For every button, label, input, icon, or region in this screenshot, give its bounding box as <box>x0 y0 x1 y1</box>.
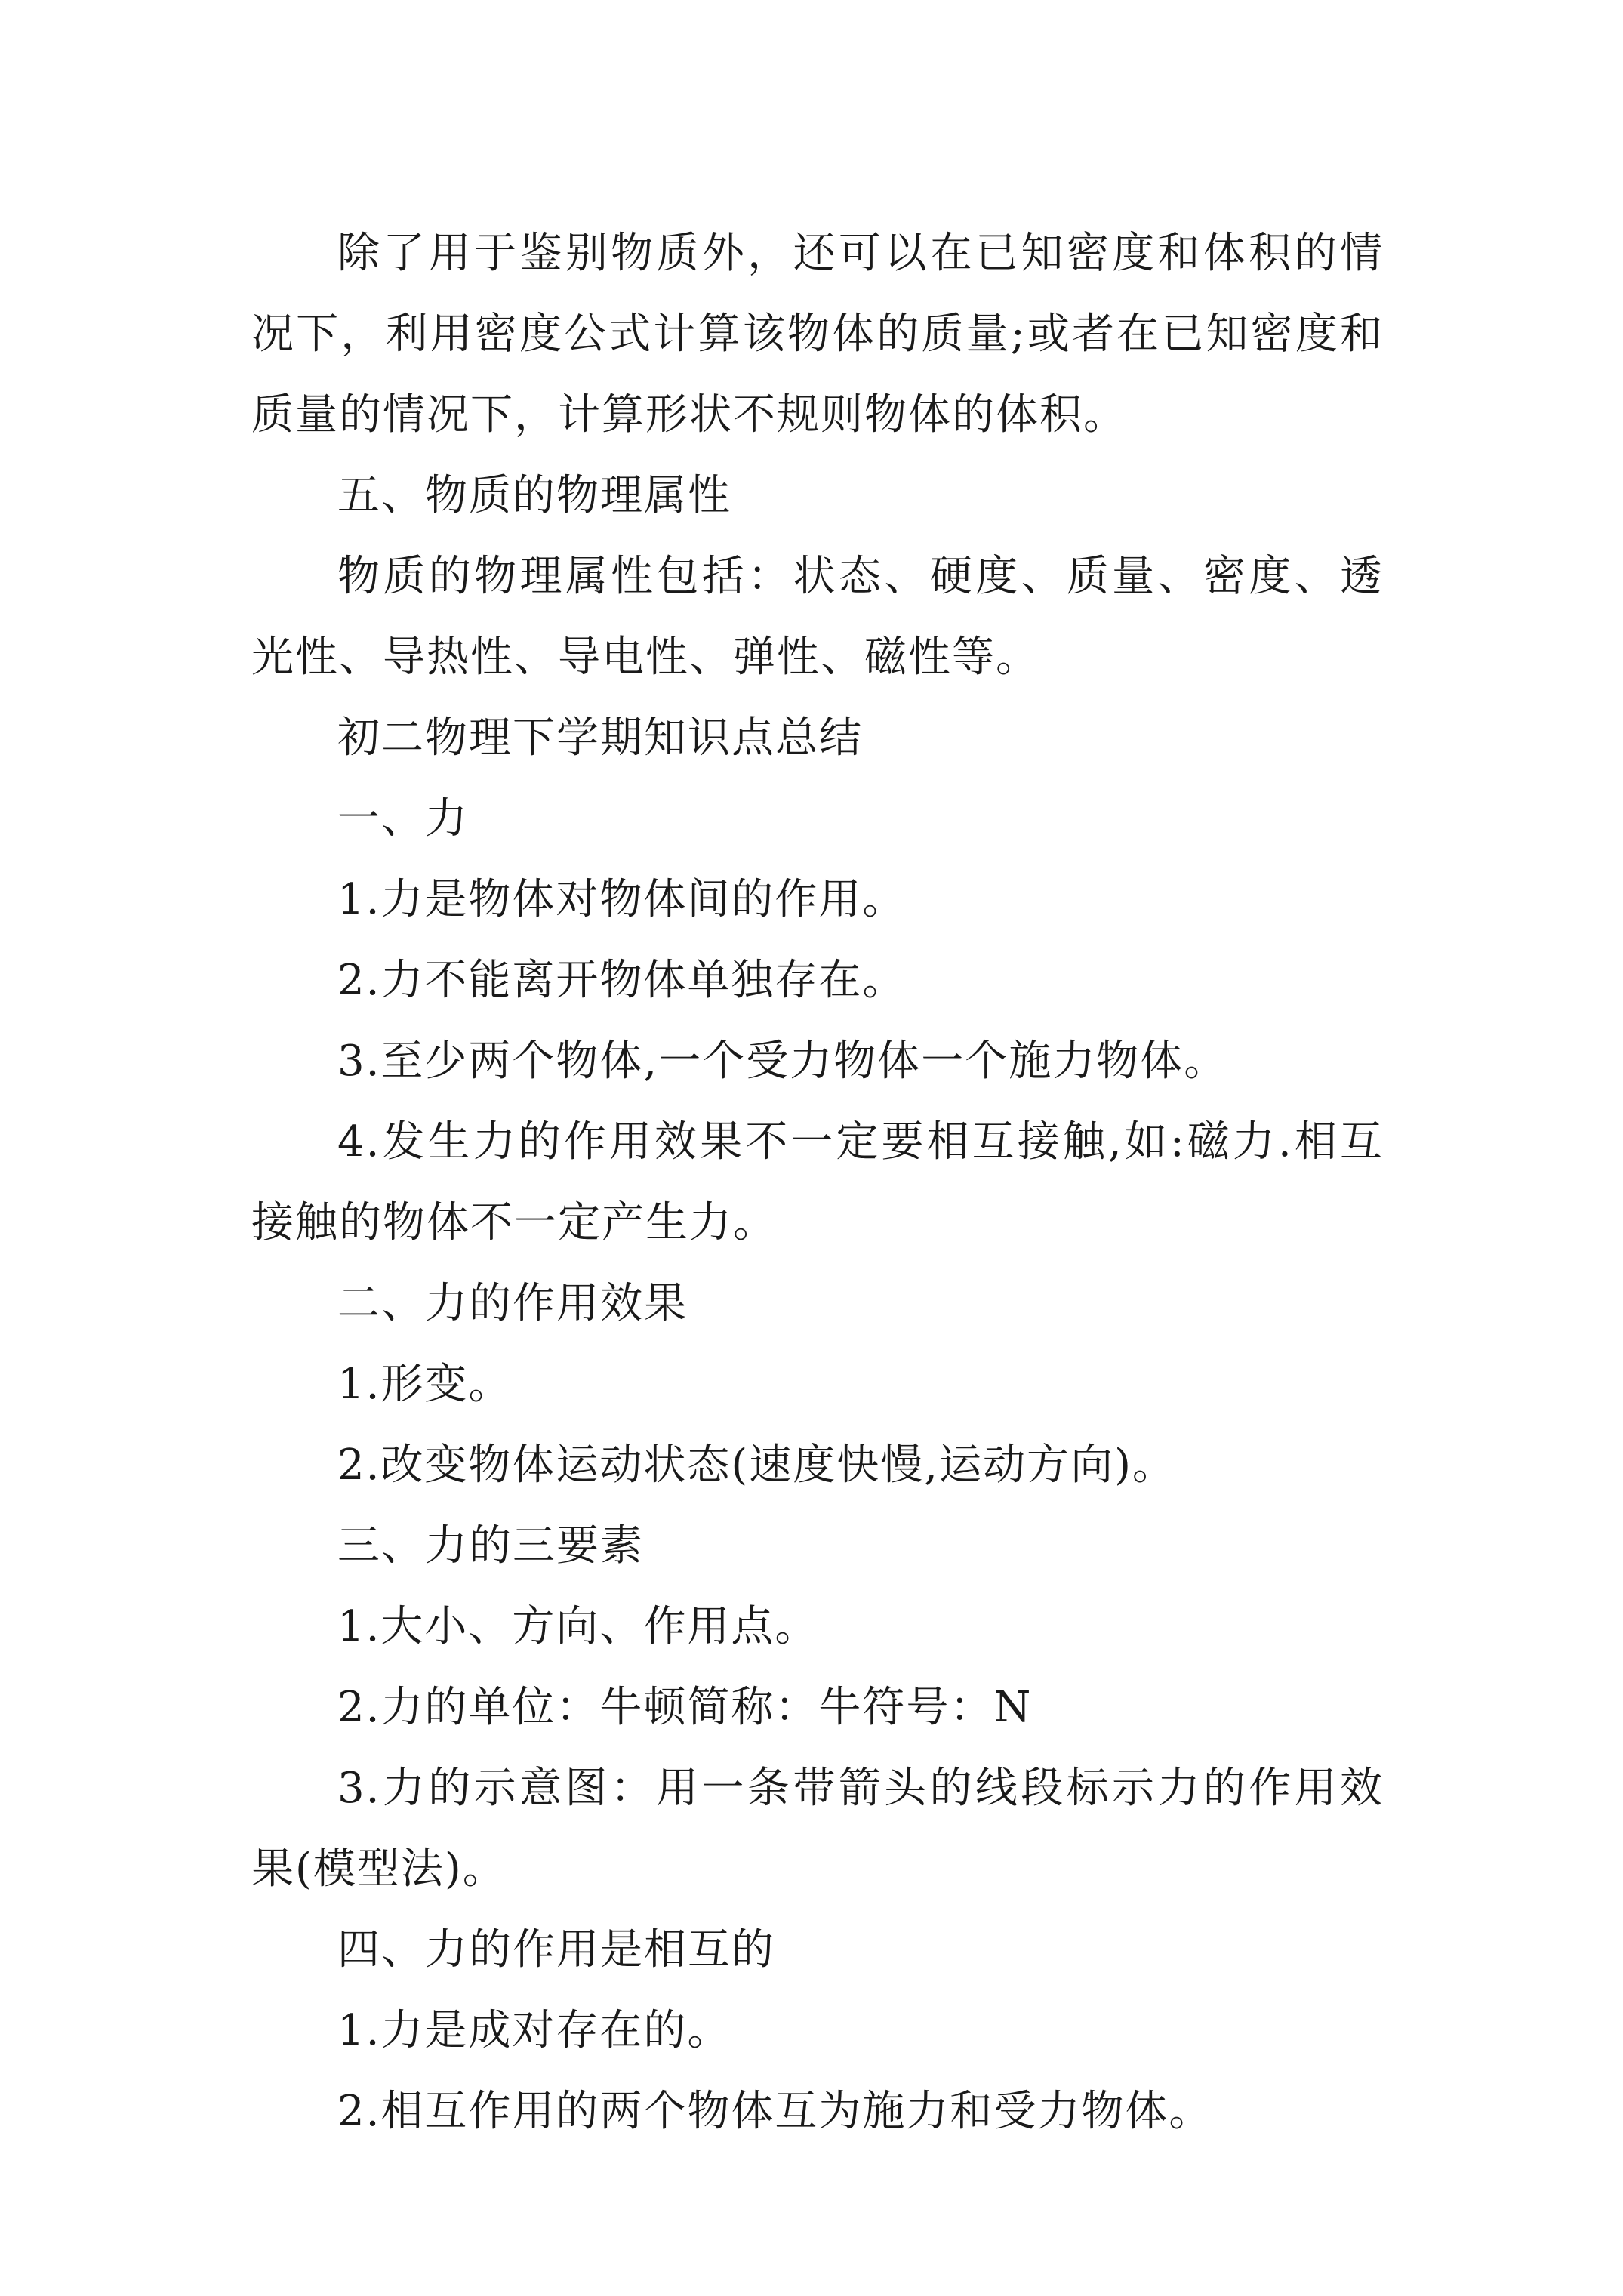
list-item-force-2: 2.力不能离开物体单独存在。 <box>337 956 907 1005</box>
list-item-element-1: 1.大小、方向、作用点。 <box>337 1602 819 1651</box>
document-body <box>251 213 1384 2152</box>
list-item-force-1: 1.力是物体对物体间的作用。 <box>337 875 907 924</box>
heading-three-elements: 三、力的三要素 <box>337 1521 644 1570</box>
heading-section-5: 五、物质的物理属性 <box>337 471 731 520</box>
heading-summary-title: 初二物理下学期知识点总结 <box>337 713 863 763</box>
list-item-force-3: 3.至少两个物体,一个受力物体一个施力物体。 <box>337 1037 1228 1086</box>
list-item-mutual-1: 1.力是成对存在的。 <box>337 2006 731 2055</box>
list-item-effect-2: 2.改变物体运动状态(速度快慢,运动方向)。 <box>337 1441 1176 1490</box>
list-item-mutual-2: 2.相互作用的两个物体互为施力和受力物体。 <box>337 2087 1213 2136</box>
paragraph-density-usage: 除了用于鉴别物质外，还可以在已知密度和体积的情况下，利用密度公式计算该物体的质量;或者在已知密度和质量的情况下，计算形状不规则物体的体积。 <box>251 229 1384 439</box>
paragraph-physical-properties: 物质的物理属性包括：状态、硬度、质量、密度、透光性、导热性、导电性、弹性、磁性等。 <box>251 552 1384 682</box>
heading-force: 一、力 <box>337 794 469 843</box>
list-item-element-3: 3.力的示意图：用一条带箭头的线段标示力的作用效果(模型法)。 <box>251 1764 1384 1894</box>
list-item-force-4: 4.发生力的作用效果不一定要相互接触,如:磁力.相互接触的物体不一定产生力。 <box>251 1117 1384 1247</box>
list-item-effect-1: 1.形变。 <box>337 1360 513 1409</box>
list-item-element-2: 2.力的单位：牛顿简称：牛符号：N <box>337 1683 1033 1732</box>
heading-force-effects: 二、力的作用效果 <box>337 1279 688 1328</box>
heading-mutual-force: 四、力的作用是相互的 <box>337 1925 775 1974</box>
